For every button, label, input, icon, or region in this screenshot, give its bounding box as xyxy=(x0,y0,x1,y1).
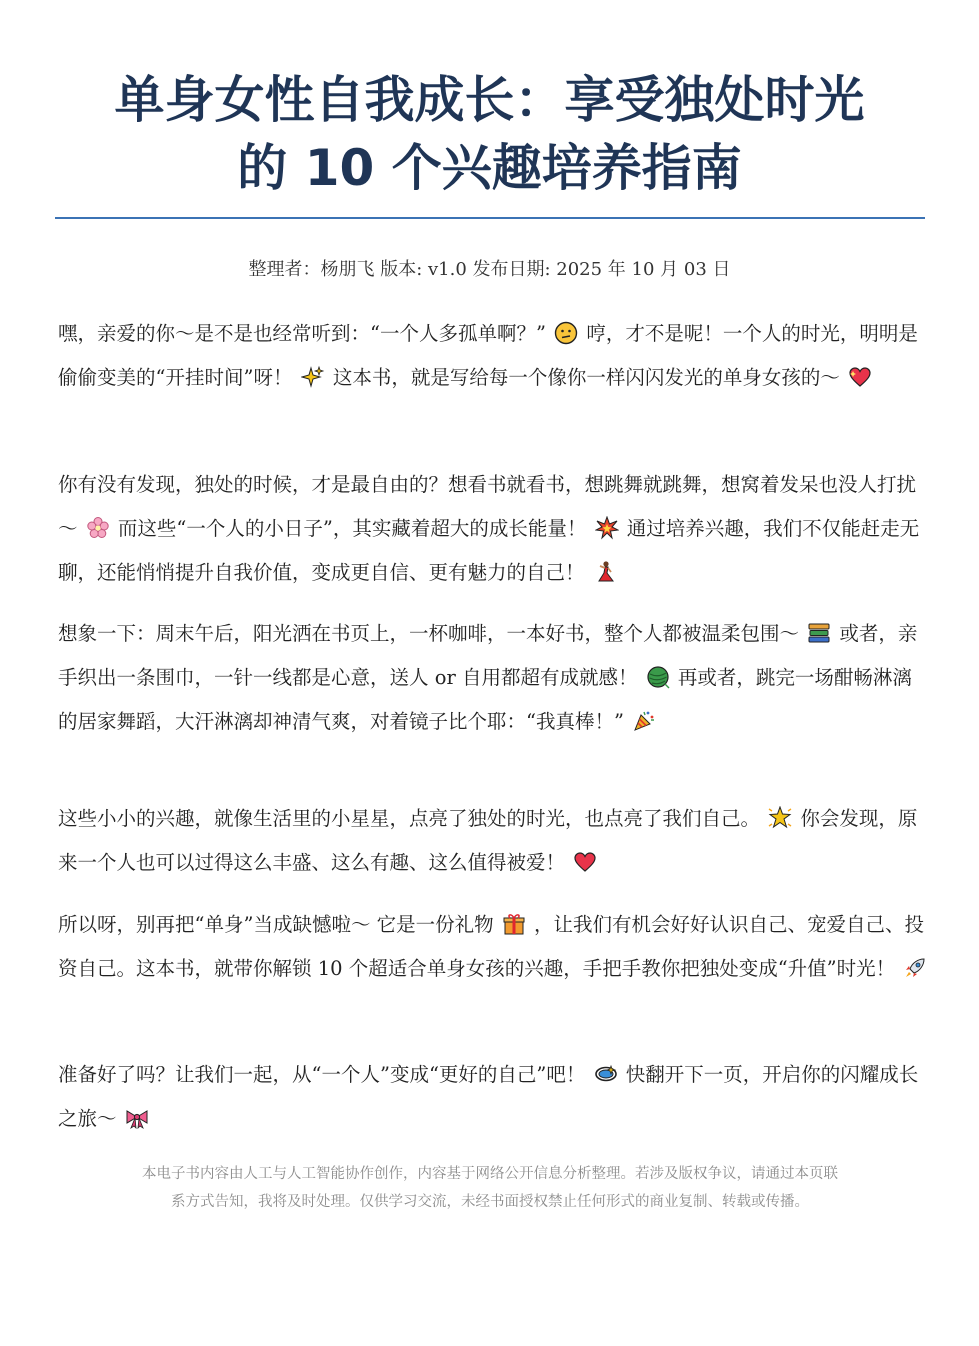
intro-paragraph-1 xyxy=(58,312,930,400)
party-popper-icon xyxy=(632,709,656,733)
ribbon-icon xyxy=(125,1106,149,1130)
p6-text-b: 快翻开下一页，开启你的闪耀成长之旅～ xyxy=(58,1063,919,1130)
p1-text-c: 这本书，就是写给每一个像你一样闪闪发光的单身女孩的～ xyxy=(332,366,840,389)
intro-paragraph-4 xyxy=(58,797,930,885)
gift-icon xyxy=(502,912,526,936)
p4-text-a: 这些小小的兴趣，就像生活里的小星星，点亮了独处的时光，也点亮了我们自己。 xyxy=(58,807,761,830)
books-icon xyxy=(807,621,831,645)
yarn-icon xyxy=(646,665,670,689)
p5-text-b: ，让我们有机会好好认识自己、宠爱自己、投资自己。这本书，就带你解锁 10 个超适合单身女孩的兴趣，手把手教你把独处变成“升值”时光！ xyxy=(58,913,925,980)
p6-text-a: 准备好了吗？让我们一起，从“一个人”变成“更好的自己”吧！ xyxy=(58,1063,586,1086)
p1-text-b: 哼，才不是呢！一个人的时光，明明是偷偷变美的“开挂时间”呀！ xyxy=(58,322,918,389)
copyright-notice xyxy=(50,1160,930,1216)
sparkling-heart-icon xyxy=(848,365,872,389)
intro-paragraph-2 xyxy=(58,463,930,595)
document-meta: 整理者：杨朋飞 版本: v1.0 发布日期: 2025 年 10 月 03 日 xyxy=(248,259,731,280)
rocket-icon xyxy=(903,956,927,980)
copyright-line-1: 本电子书内容由人工与人工智能协作创作，内容基于网络公开信息分析整理。若涉及版权争议，请通过本页联 xyxy=(142,1166,838,1182)
sparkles-icon xyxy=(301,365,325,389)
intro-paragraph-3 xyxy=(58,612,930,744)
intro-paragraph-5 xyxy=(58,903,930,991)
red-heart-icon xyxy=(573,850,597,874)
p4-text-b: 你会发现，原来一个人也可以过得这么丰盛、这么有趣、这么值得被爱！ xyxy=(58,807,918,874)
p2-text-b: 而这些“一个人的小日子”，其实藏着超大的成长能量！ xyxy=(117,517,587,540)
p5-text-a: 所以呀，别再把“单身”当成缺憾啦～ 它是一份礼物 xyxy=(58,913,494,936)
page-title xyxy=(40,66,939,202)
intro-paragraph-6 xyxy=(58,1053,930,1141)
p1-text-a: 嘿，亲爱的你～是不是也经常听到：“一个人多孤单啊？” xyxy=(58,322,546,345)
dancer-icon xyxy=(593,560,617,584)
p3-text-a: 想象一下：周末午后，阳光洒在书页上，一杯咖啡，一本好书，整个人都被温柔包围～ xyxy=(58,622,800,645)
confused-face-icon xyxy=(554,321,578,345)
title-line-1: 单身女性自我成长：享受独处时光 xyxy=(114,71,865,129)
copyright-line-2: 系方式告知，我将及时处理。仅供学习交流，未经书面授权禁止任何形式的商业复制、转载或传播。 xyxy=(171,1194,809,1210)
glowing-star-icon xyxy=(768,806,792,830)
p2-text-a: 你有没有发现，独处的时候，才是最自由的？想看书就看书，想跳舞就跳舞，想窝着发呆也没人打扰～ xyxy=(58,473,917,540)
dizzy-icon xyxy=(594,1062,618,1086)
cherry-blossom-icon xyxy=(86,516,110,540)
title-divider xyxy=(55,217,925,219)
p3-text-b: 或者，亲手织出一条围巾，一针一线都是心意，送人 or 自用都超有成就感！ xyxy=(58,622,918,689)
title-line-2: 的 10 个兴趣培养指南 xyxy=(237,139,742,197)
p3-text-c: 再或者，跳完一场酣畅淋漓的居家舞蹈，大汗淋漓却神清气爽，对着镜子比个耶：“我真棒！” xyxy=(58,666,912,733)
p2-text-c: 通过培养兴趣，我们不仅能赶走无聊，还能悄悄提升自我价值，变成更自信、更有魅力的自己！ xyxy=(58,517,920,584)
collision-icon xyxy=(595,516,619,540)
